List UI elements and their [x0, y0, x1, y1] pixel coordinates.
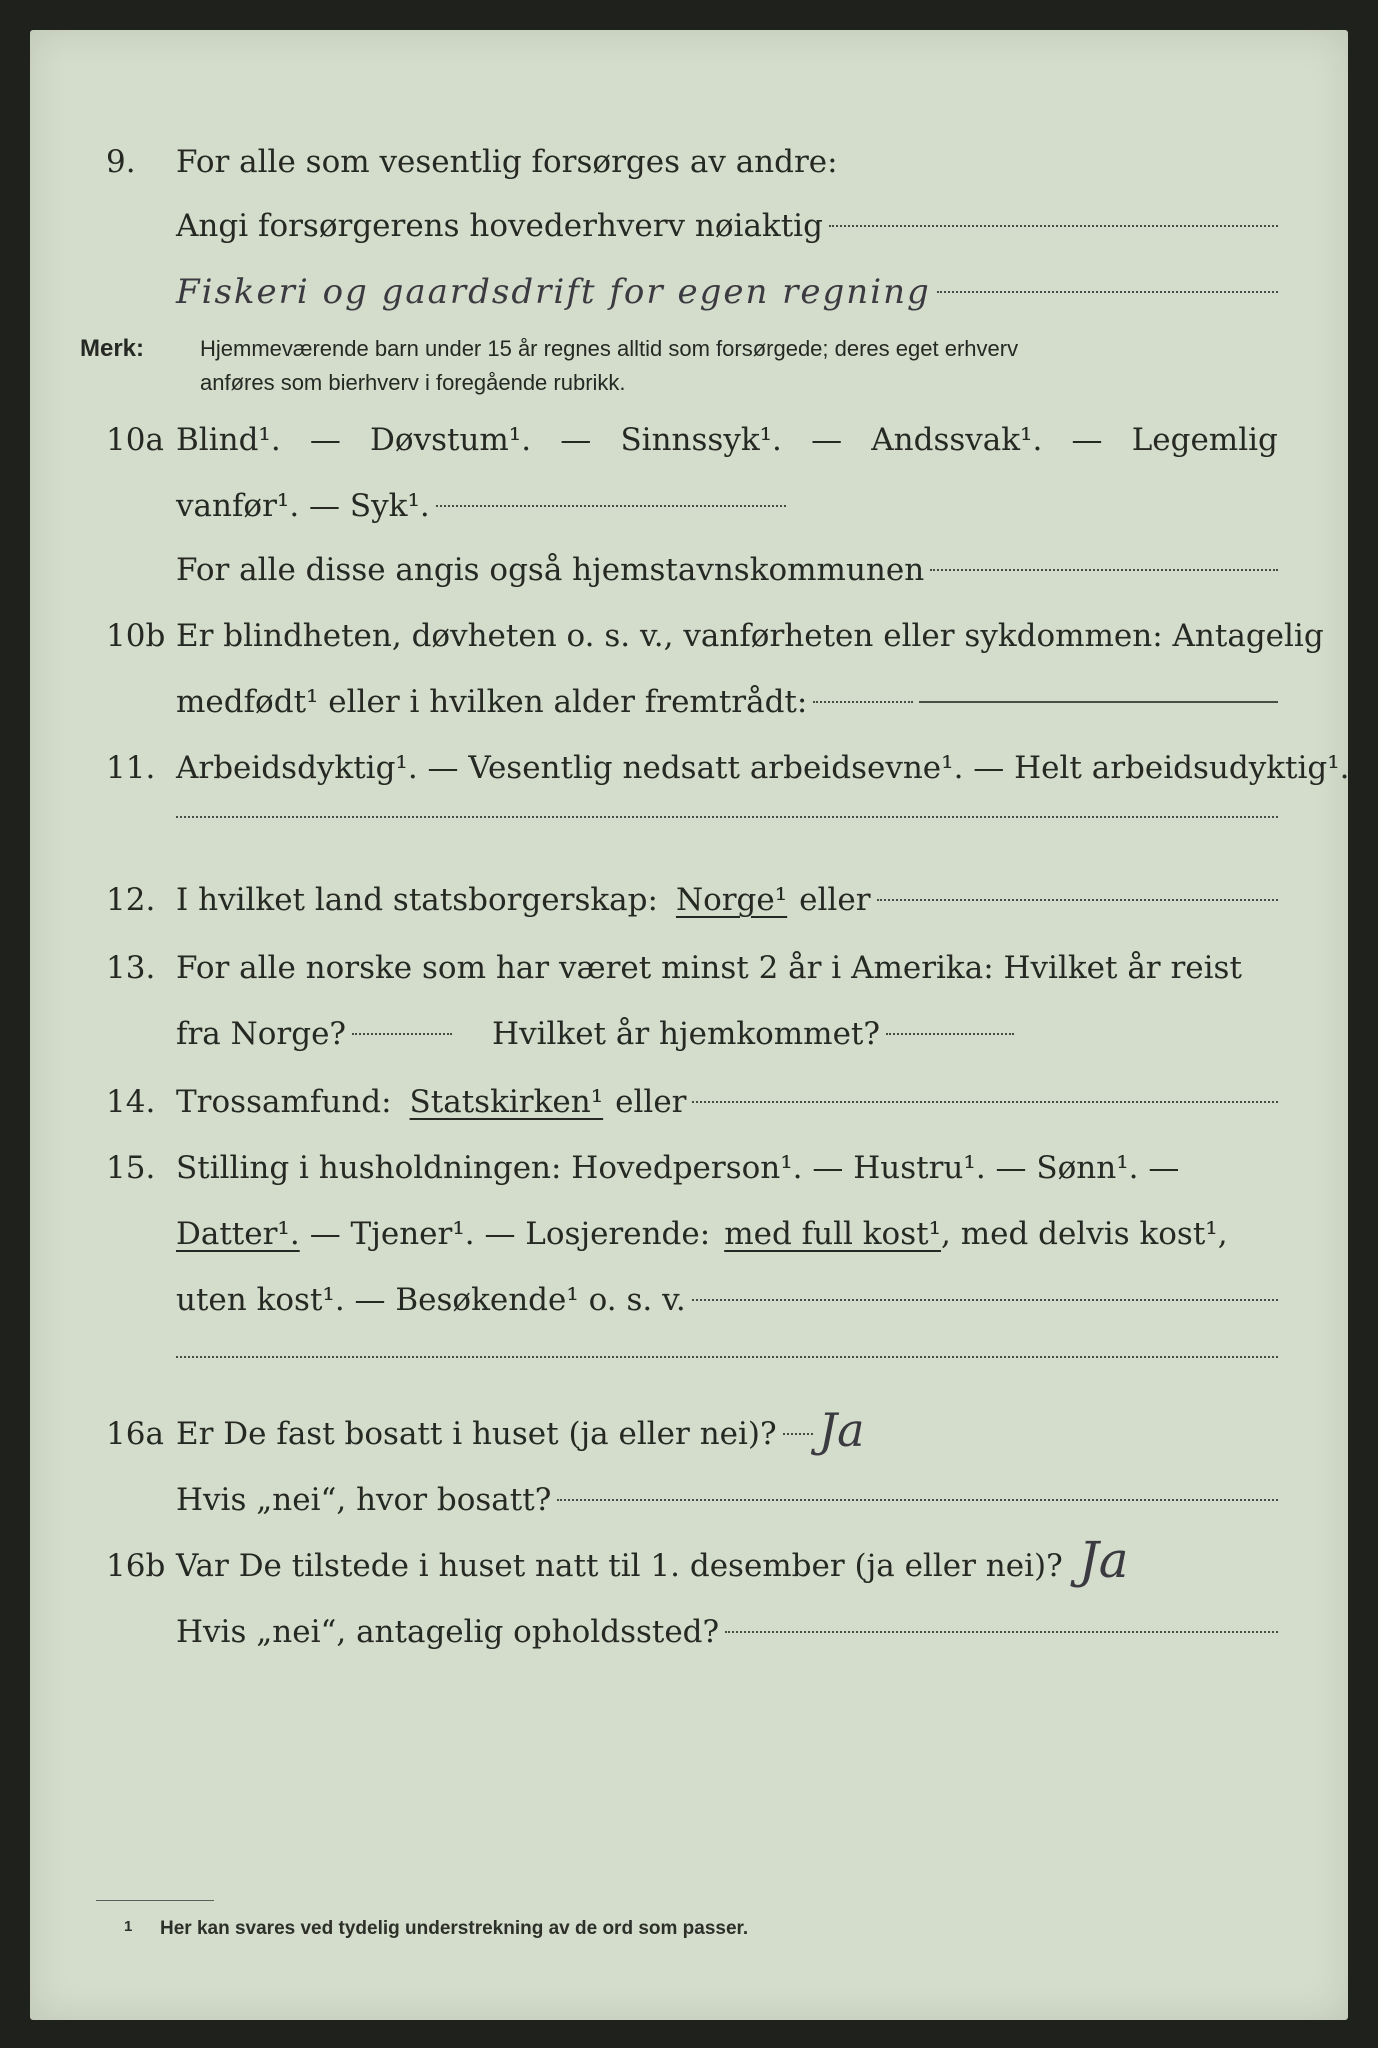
dash: —: [560, 422, 592, 458]
footnote-mark: 1: [124, 1918, 133, 1935]
question-text: Arbeidsdyktig¹. — Vesentlig nedsatt arbeidsevne¹. — Helt arbeidsudyktig¹.: [176, 750, 1350, 786]
question-text: I hvilket land statsborgerskap:: [176, 882, 658, 918]
question-text: Var De tilstede i huset natt til 1. desember (ja eller nei)?: [176, 1548, 1063, 1584]
question-text: For alle disse angis også hjemstavnskommunen: [176, 552, 925, 588]
question-text: eller: [615, 1084, 687, 1120]
question-text: For alle norske som har været minst 2 år i Amerika: Hvilket år reist: [176, 950, 1242, 986]
question-text: vanfør¹. — Syk¹.: [176, 488, 430, 524]
answer-line[interactable]: [783, 1433, 813, 1435]
answer-line[interactable]: [937, 291, 1278, 293]
census-form-page: [30, 30, 1348, 2020]
question-text: Er De fast bosatt i huset (ja eller nei)?: [176, 1416, 777, 1452]
question-number: 9.: [106, 144, 136, 180]
answer-line[interactable]: [176, 816, 1278, 818]
footnote-divider: [96, 1900, 214, 1901]
question-number: 10b: [106, 618, 166, 654]
answer-line[interactable]: [176, 1356, 1278, 1358]
answer-line[interactable]: [692, 1299, 1278, 1301]
note-text: anføres som bierhverv i foregående rubrikk.: [200, 370, 626, 395]
option-med-full-kost[interactable]: med full kost¹: [724, 1216, 942, 1252]
option-blind[interactable]: Blind¹.: [176, 422, 281, 458]
question-text: Hvis „nei“, hvor bosatt?: [176, 1482, 552, 1518]
answer-line[interactable]: [919, 701, 1278, 703]
question-text: — Tjener¹. — Losjerende:: [309, 1216, 711, 1252]
handwritten-answer: Ja: [1078, 1531, 1129, 1589]
question-text: Hvilket år hjemkommet?: [492, 1016, 881, 1052]
question-text: For alle som vesentlig forsørges av andre:: [176, 144, 838, 180]
question-options: [176, 420, 1278, 460]
answer-line[interactable]: [886, 1033, 1014, 1035]
question-number: 16b: [106, 1548, 166, 1584]
dash: —: [1071, 422, 1103, 458]
answer-line[interactable]: [557, 1499, 1278, 1501]
answer-line[interactable]: [813, 701, 913, 703]
note-label: Merk:: [80, 335, 145, 362]
option-legemlig[interactable]: Legemlig: [1131, 422, 1278, 458]
note-text: Hjemmeværende barn under 15 år regnes alltid som forsørgede; deres eget erhverv: [200, 336, 1019, 361]
option-statskirken[interactable]: Statskirken¹: [409, 1084, 604, 1120]
answer-line[interactable]: [436, 505, 786, 507]
question-number: 14.: [106, 1084, 156, 1120]
option-sinnssyk[interactable]: Sinnssyk¹.: [620, 422, 782, 458]
question-text: Stilling i husholdningen: Hovedperson¹. — Hustru¹. — Sønn¹. —: [176, 1150, 1180, 1186]
question-number: 13.: [106, 950, 156, 986]
question-number: 10a: [106, 422, 164, 458]
answer-line[interactable]: [692, 1101, 1278, 1103]
question-number: 12.: [106, 882, 156, 918]
footnote: [124, 1918, 749, 1940]
handwritten-answer: Fiskeri og gaardsdrift for egen regning: [176, 272, 931, 312]
handwritten-answer: Ja: [818, 1403, 865, 1457]
question-text: Er blindheten, døvheten o. s. v., vanførheten eller sykdommen: Antagelig: [176, 618, 1324, 654]
footnote-text: Her kan svares ved tydelig understrekning av de ord som passer.: [160, 1918, 749, 1939]
answer-line[interactable]: [725, 1631, 1278, 1633]
question-number: 11.: [106, 750, 156, 786]
question-text: Hvis „nei“, antagelig opholdssted?: [176, 1614, 720, 1650]
question-text: uten kost¹. — Besøkende¹ o. s. v.: [176, 1282, 686, 1318]
question-text: Trossamfund:: [176, 1084, 392, 1120]
question-number: 15.: [106, 1150, 156, 1186]
dash: —: [309, 422, 341, 458]
answer-line[interactable]: [930, 569, 1278, 571]
option-dovstum[interactable]: Døvstum¹.: [370, 422, 532, 458]
question-text: medfødt¹ eller i hvilken alder fremtrådt:: [176, 684, 808, 720]
question-number: 16a: [106, 1416, 164, 1452]
option-andssvak[interactable]: Andssvak¹.: [871, 422, 1043, 458]
answer-line[interactable]: [829, 225, 1278, 227]
answer-line[interactable]: [877, 899, 1278, 901]
option-datter[interactable]: Datter¹.: [176, 1216, 300, 1252]
option-norge[interactable]: Norge¹: [675, 882, 788, 918]
dash: —: [811, 422, 843, 458]
answer-line[interactable]: [352, 1033, 452, 1035]
question-text: eller: [799, 882, 871, 918]
question-text: , med delvis kost¹,: [941, 1216, 1228, 1252]
question-text: fra Norge?: [176, 1016, 347, 1052]
question-text: Angi forsørgerens hovederhverv nøiaktig: [176, 208, 823, 244]
